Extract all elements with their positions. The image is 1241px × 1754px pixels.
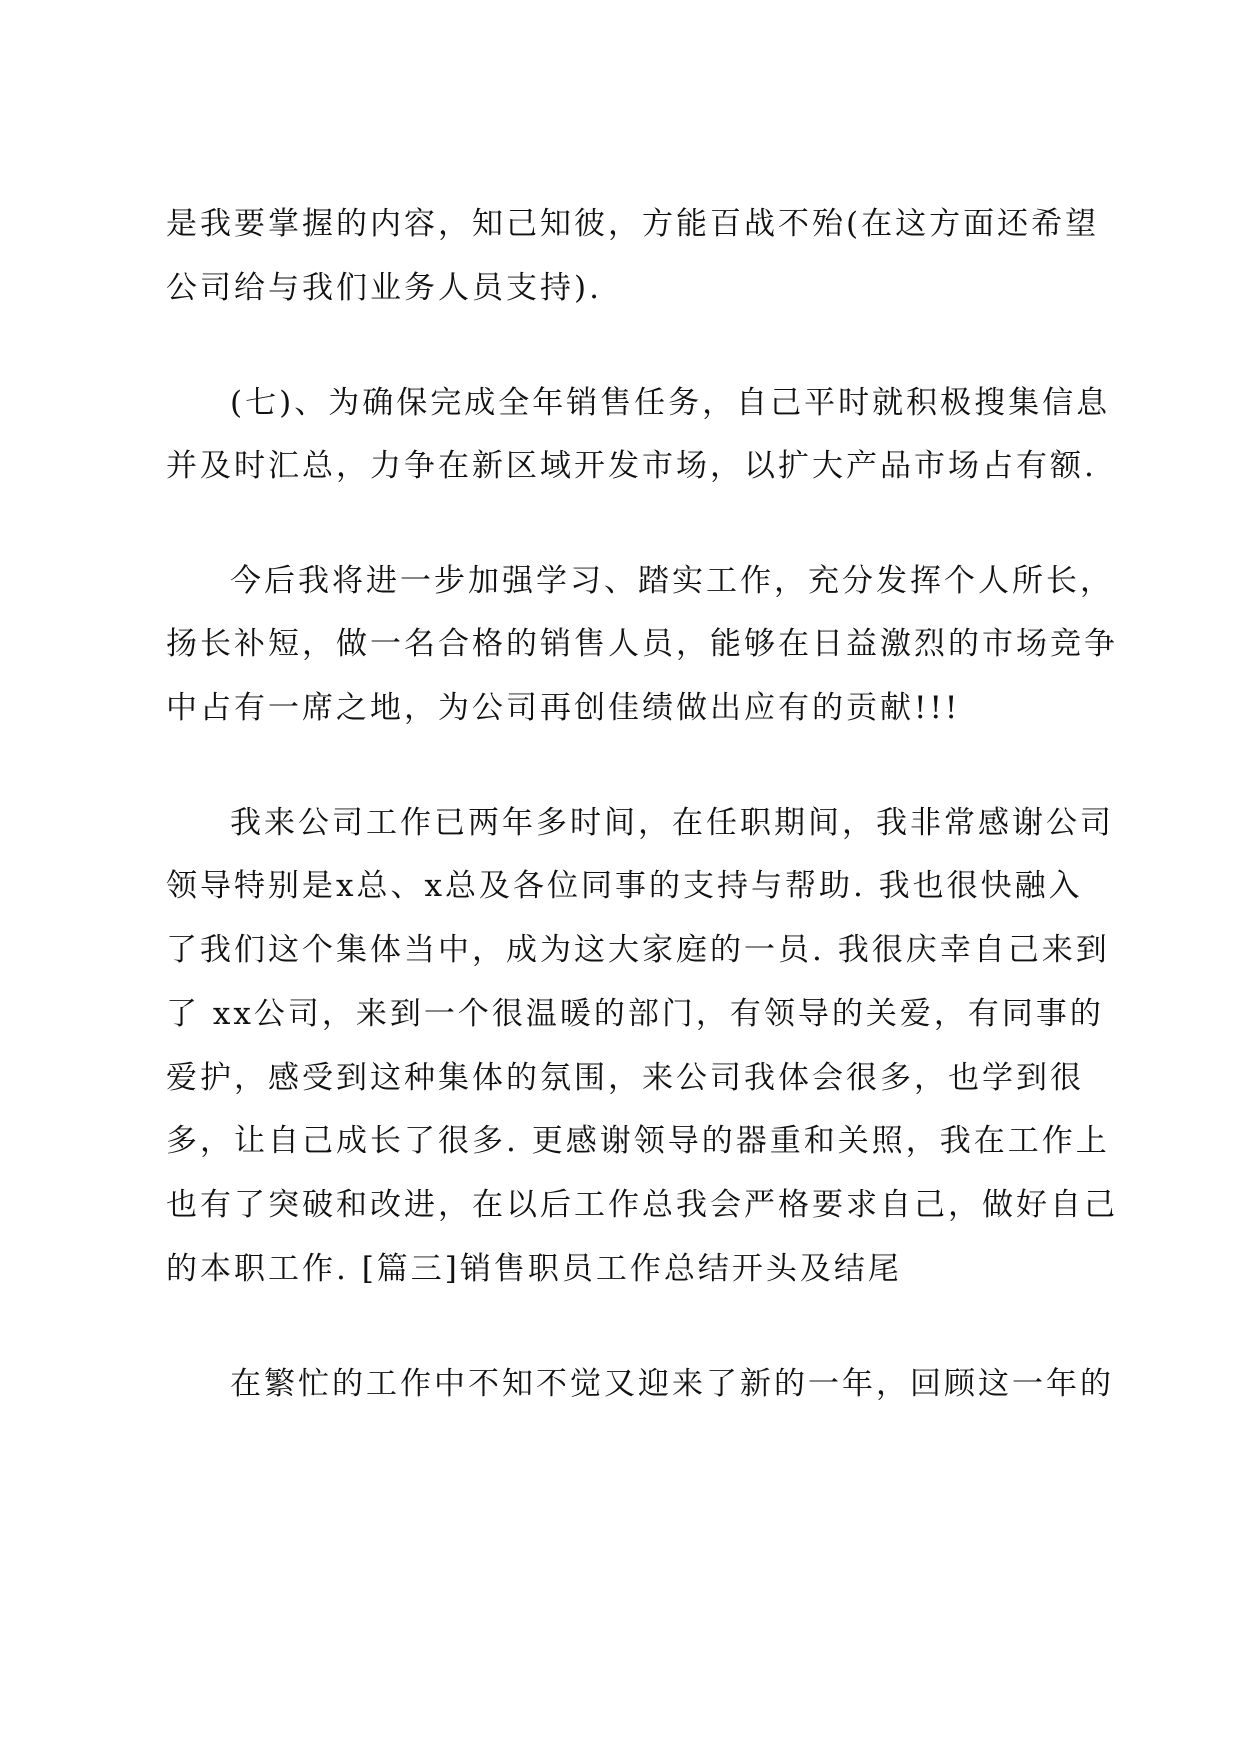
paragraph-4-line-8: 的本职工作. [篇三]销售职员工作总结开头及结尾 [166,1251,902,1287]
paragraph-2-line-2: 并及时汇总，力争在新区域开发市场，以扩大产品市场占有额. [166,448,1097,484]
paragraph-4-line-2: 领导特别是x总、x总及各位同事的支持与帮助. 我也很快融入 [166,868,1083,904]
paragraph-4-line-6: 多，让自己成长了很多. 更感谢领导的器重和关照，我在工作上 [166,1123,1110,1159]
paragraph-1-line-1: 是我要掌握的内容，知己知彼，方能百战不殆(在这方面还希望 [166,206,1100,242]
paragraph-2-line-1: (七)、为确保完成全年销售任务，自己平时就积极搜集信息 [230,385,1111,421]
paragraph-4-line-7: 也有了突破和改进，在以后工作总我会严格要求自己，做好自己 [166,1187,1118,1223]
paragraph-3-line-3: 中占有一席之地，为公司再创佳绩做出应有的贡献!!! [166,690,961,726]
paragraph-4-line-5: 爱护，感受到这种集体的氛围，来公司我体会很多，也学到很 [166,1060,1084,1096]
paragraph-4-line-1: 我来公司工作已两年多时间，在任职期间，我非常感谢公司 [230,805,1114,841]
paragraph-1-line-2: 公司给与我们业务人员支持). [166,270,602,306]
paragraph-4-line-4: 了 xx公司，来到一个很温暖的部门，有领导的关爱，有同事的 [166,996,1104,1032]
paragraph-3-line-1: 今后我将进一步加强学习、踏实工作，充分发挥个人所长， [230,563,1114,599]
paragraph-5-line-1: 在繁忙的工作中不知不觉又迎来了新的一年，回顾这一年的 [230,1366,1114,1402]
paragraph-4-line-3: 了我们这个集体当中，成为这大家庭的一员. 我很庆幸自己来到 [166,932,1110,968]
paragraph-3-line-2: 扬长补短，做一名合格的销售人员，能够在日益激烈的市场竞争 [166,626,1118,662]
